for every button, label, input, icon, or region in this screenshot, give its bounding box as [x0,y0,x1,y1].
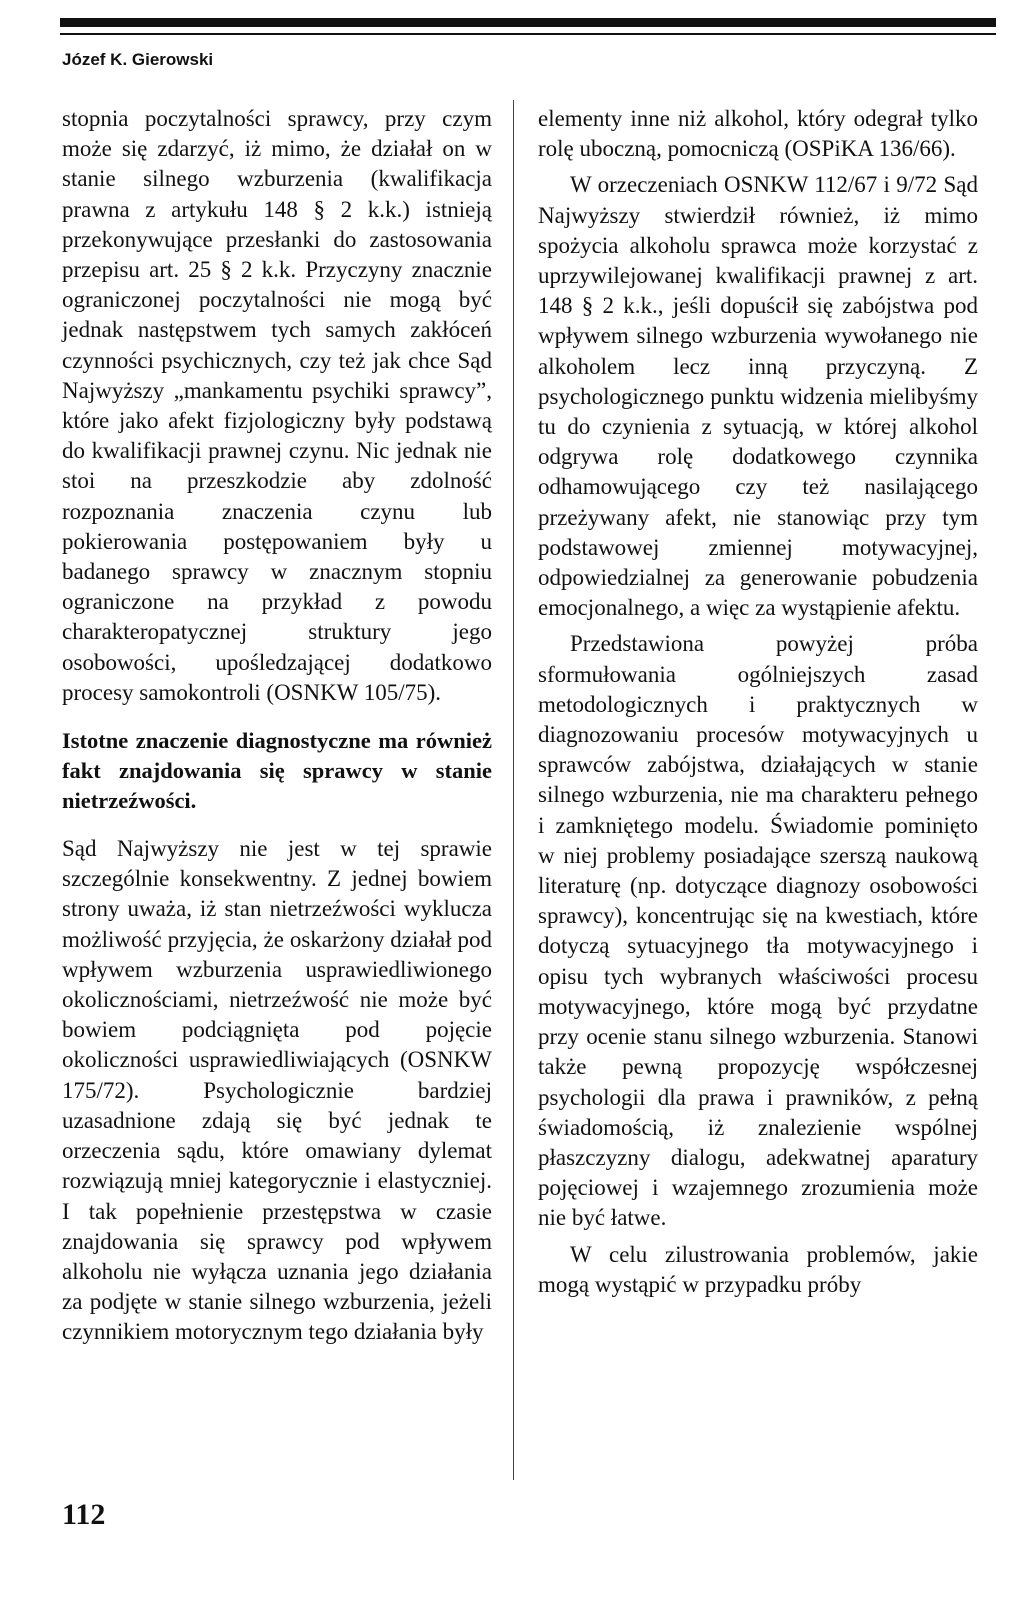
right-column [538,104,978,1300]
running-head-author: Józef K. Gierowski [62,50,214,69]
left-column [62,104,492,1348]
left-paragraph-2: Sąd Najwyższy nie jest w tej sprawie szczególnie konsekwentny. Z jednej bowiem strony uważa, iż stan nietrzeźwości wyklucza możliwość przyjęcia, że oskarżony działał pod wpływem wzburzenia usprawiedliwionego okolicznościami, nietrzeźwość nie może być bowiem podciągnięta pod pojęcie okoliczności usprawiedliwiających (OSNKW 175/72). Psychologicznie bardziej uzasadnione zdają się być jednak te orzeczenia sądu, które omawiany dylemat rozwiązują mniej kategorycznie i elastyczniej. I tak popełnienie przestępstwa w czasie znajdowania się sprawcy pod wpływem alkoholu nie wyłącza uznania jego działania za podjęte w stanie silnego wzburzenia, jeżeli czynnikiem motorycznym tego działania były [62,836,492,1345]
right-paragraph-2: W orzeczeniach OSNKW 112/67 i 9/72 Sąd Najwyższy stwierdził również, iż mimo spożycia alkoholu sprawca może korzystać z uprzywilejowanej kwalifikacji prawnej z art. 148 § 2 k.k., jeśli dopuścił się zabójstwa pod wpływem silnego wzburzenia wywołanego nie alkoholem lecz inną przyczyną. Z psychologicznego punktu widzenia mielibyśmy tu do czynienia z sytuacją, w której alkohol odgrywa rolę dodatkowego czynnika odhamowującego czy też nasilającego przeżywany afekt, nie stanowiąc przy tym podstawowej zmiennej motywacyjnej, odpowiedzialnej za generowanie pobudzenia emocjonalnego, a więc za wystąpienie afektu. [538,172,978,621]
right-paragraph-3: Przedstawiona powyżej próba sformułowania ogólniejszych zasad metodologicznych i praktycznych w diagnozowaniu procesów motywacyjnych u sprawców zabójstwa, działających w stanie silnego wzburzenia, nie ma charakteru pełnego i zamkniętego modelu. Świadomie pominięto w niej problemy posiadające szerszą naukową literaturę (np. dotyczące diagnozy osobowości sprawcy), koncentrując się na kwestiach, które dotyczą sytuacyjnego tła motywacyjnego i opisu tych wybranych właściwości procesu motywacyjnego, które mogą być przydatne przy ocenie stanu silnego wzburzenia. Stanowi także pewną propozycję współczesnej psychologii dla prawa i prawników, z pełną świadomością, iż znalezienie wspólnej płaszczyzny dialogu, adekwatnej aparatury pojęciowej i wzajemnego zrozumienia może nie być łatwe. [538,631,978,1231]
right-paragraph-4: W celu zilustrowania problemów, jakie mogą wystąpić w przypadku próby [538,1241,978,1297]
column-divider [513,100,514,1480]
right-paragraph-1: elementy inne niż alkohol, który odegrał tylko rolę uboczną, pomocniczą (OSPiKA 136/66). [538,106,978,162]
page-number: 112 [62,1498,106,1531]
top-rule-thin [60,33,996,35]
left-paragraph-1: stopnia poczytalności sprawcy, przy czym może się zdarzyć, iż mimo, że działał on w stanie silnego wzburzenia (kwalifikacja prawna z artykułu 148 § 2 k.k.) istnieją przekonywujące przesłanki do zastosowania przepisu art. 25 § 2 k.k. Przyczyny znacznie ograniczonej poczytalności nie mogą być jednak następstwem tych samych zakłóceń czynności psychicznych, czy też jak chce Sąd Najwyższy „mankamentu psychiki sprawcy”, które jako afekt fizjologiczny były podstawą do kwalifikacji prawnej czynu. Nic jednak nie stoi na przeszkodzie aby zdolność rozpoznania znaczenia czynu lub pokierowania postępowaniem były u badanego sprawcy w znacznym stopniu ograniczone na przykład z powodu charakteropatycznej struktury jego osobowości, upośledzającej dodatkowo procesy samokontroli (OSNKW 105/75). [62,106,492,705]
top-rule-thick [60,18,996,27]
section-heading: Istotne znaczenie diagnostyczne ma również fakt znajdowania się sprawcy w stanie nietrzeźwości. [62,728,492,814]
